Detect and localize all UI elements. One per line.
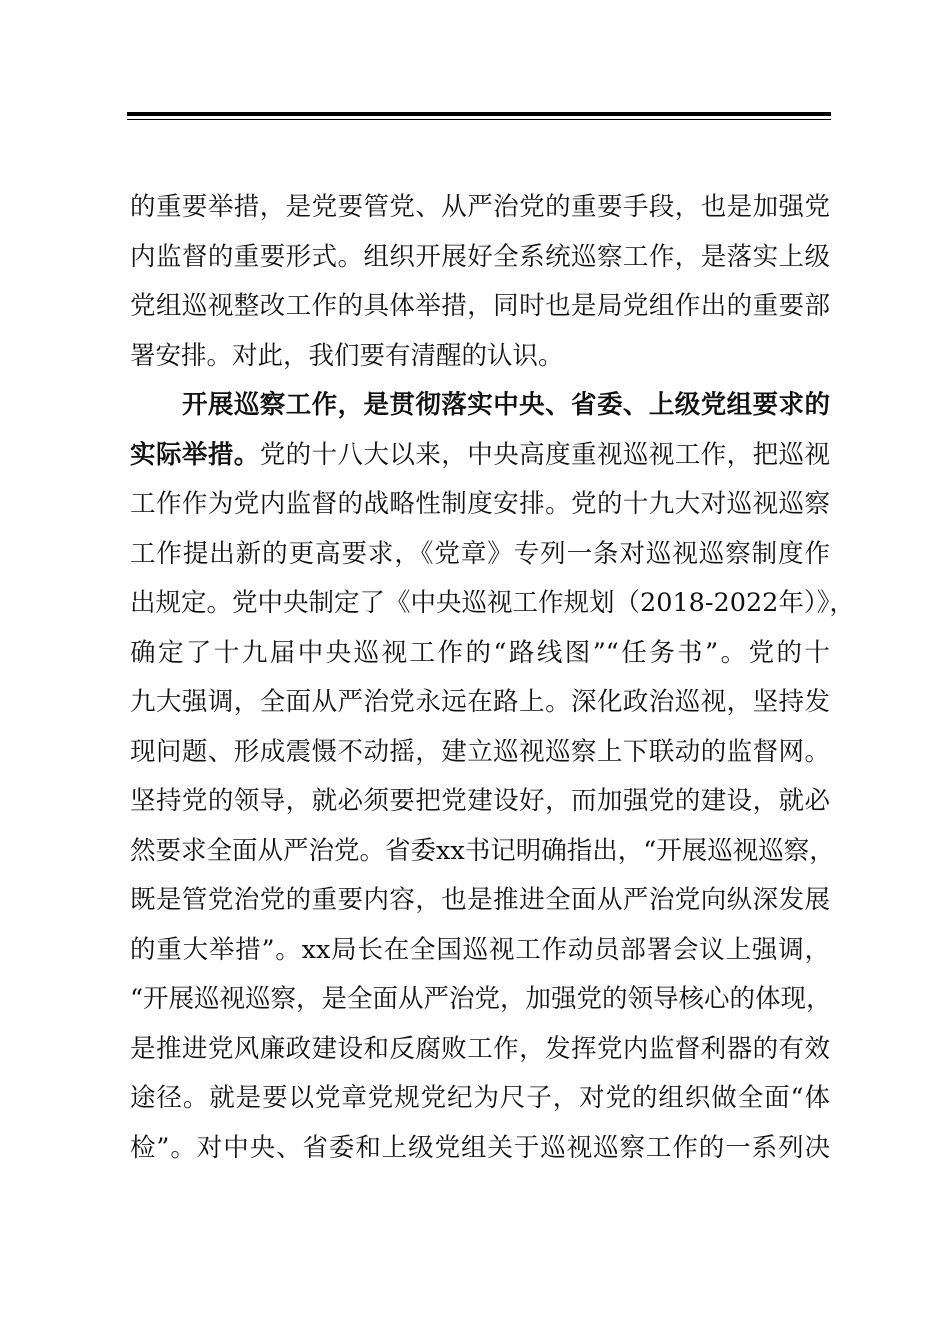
text-line: 工作提出新的更高要求，《党章》专列一条对巡视巡察制度作 (130, 538, 830, 569)
text-line: 的重要举措，是党要管党、从严治党的重要手段，也是加强党 (130, 192, 830, 222)
paragraph-heading-end: 实际举措。 (130, 439, 260, 470)
text-line: 是推进党风廉政建设和反腐败工作，发挥党内监督利器的有效 (130, 1033, 830, 1064)
text-line: 工作作为党内监督的战略性制度安排。党的十九大对巡视巡察 (130, 489, 830, 519)
paragraph-heading: 开展巡察工作，是贯彻落实中央、省委、上级党组要求的 (182, 390, 830, 420)
paragraph-1 (130, 183, 830, 381)
document-body (130, 183, 855, 1173)
text-line: 署安排。对此，我们要有清醒的认识。 (130, 340, 564, 371)
text-line-rest: 党的十八大以来，中央高度重视巡视工作，把巡视 (259, 439, 830, 470)
text-line: 党组巡视整改工作的具体举措，同时也是局党组作出的重要部 (130, 291, 830, 321)
text-line: 内监督的重要形式。组织开展好全系统巡察工作，是落实上级 (130, 241, 830, 272)
text-line: 途径。就是要以党章党规党纪为尺子，对党的组织做全面“体 (130, 1083, 830, 1113)
paragraph-2 (130, 381, 855, 1173)
text-line: 现问题、形成震慑不动摇，建立巡视巡察上下联动的监督网。 (130, 736, 830, 767)
header-rule-thick (127, 112, 831, 116)
text-line: 的重大举措”。xx局长在全国巡视工作动员部署会议上强调， (130, 934, 830, 965)
text-line: “开展巡视巡察，是全面从严治党，加强党的领导核心的体现， (130, 984, 832, 1014)
text-line: 九大强调，全面从严治党永远在路上。深化政治巡视，坚持发 (130, 687, 830, 717)
header-rule-thin (127, 119, 831, 120)
text-line: 确定了十九届中央巡视工作的“路线图”“任务书”。党的十 (130, 637, 830, 668)
text-line: 检”。对中央、省委和上级党组关于巡视巡察工作的一系列决 (130, 1132, 830, 1163)
text-line: 坚持党的领导，就必须要把党建设好，而加强党的建设，就必 (130, 786, 830, 816)
text-line: 出规定。党中央制定了《中央巡视工作规划（2018-2022年）》， (130, 588, 855, 618)
text-line: 既是管党治党的重要内容，也是推进全面从严治党向纵深发展 (130, 885, 830, 915)
text-line: 然要求全面从严治党。省委xx书记明确指出，“开展巡视巡察， (130, 835, 835, 866)
text-line (130, 431, 830, 481)
